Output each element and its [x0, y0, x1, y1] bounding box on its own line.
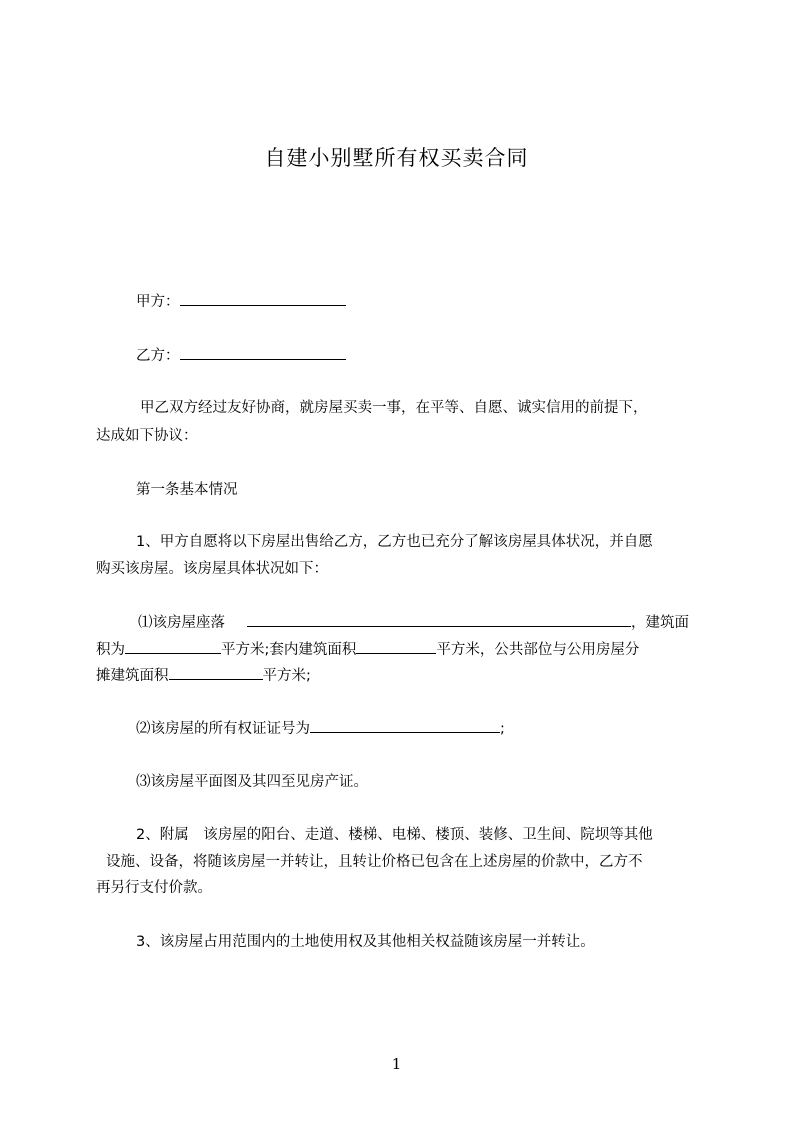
intro-line-1: 甲乙双方经过友好协商，就房屋买卖一事，在平等、自愿、诚实信用的前提下，	[140, 400, 648, 416]
building-area-blank[interactable]	[125, 639, 221, 654]
clause-1-line-1: 1、甲方自愿将以下房屋出售给乙方，乙方也已充分了解该房屋具体状况，并自愿	[136, 534, 653, 550]
inner-area-blank[interactable]	[356, 639, 436, 654]
article-1-heading: 第一条基本情况	[136, 482, 238, 498]
page-number: 1	[391, 1055, 402, 1073]
shared-area-blank[interactable]	[169, 665, 263, 680]
item-1-shared-area-unit: 平方米;	[262, 668, 311, 684]
item-1-shared-area-label: 摊建筑面积	[96, 668, 169, 684]
item-2-suffix: ;	[500, 721, 505, 737]
party-a-line	[136, 291, 346, 312]
clause-2-line-1: 2、附属 该房屋的阳台、走道、楼梯、电梯、楼顶、装修、卫生间、院坝等其他	[136, 827, 653, 843]
party-b-label: 乙方：	[136, 348, 180, 364]
clause-2-line-2: 设施、设备，将随该房屋一并转让，且转让价格已包含在上述房屋的价款中，乙方不	[106, 854, 643, 870]
item-1-shared-label: 平方米，公共部位与公用房屋分	[436, 642, 640, 658]
item-1-suffix: ，建筑面	[631, 615, 689, 631]
item-1-label: ⑴该房屋座落	[138, 615, 225, 631]
item-1-line-1	[138, 612, 689, 633]
party-b-line	[136, 345, 346, 366]
item-3-line: ⑶该房屋平面图及其四至见房产证。	[136, 774, 368, 790]
clause-2-line-3: 再另行支付价款。	[96, 880, 212, 896]
item-1-line-2	[96, 639, 639, 660]
item-1-line-3	[96, 665, 311, 686]
house-location-blank[interactable]	[247, 612, 631, 627]
document-title: 自建小别墅所有权买卖合同	[264, 146, 529, 170]
clause-3-line: 3、该房屋占用范围内的土地使用权及其他相关权益随该房屋一并转让。	[136, 934, 595, 950]
item-1-area-label: 积为	[96, 642, 125, 658]
item-2-line	[136, 718, 505, 739]
certificate-number-blank[interactable]	[310, 718, 500, 733]
party-a-label: 甲方：	[136, 294, 180, 310]
item-1-inner-area-label: 平方米;套内建筑面积	[221, 642, 357, 658]
clause-1-line-2: 购买该房屋。该房屋具体状况如下：	[96, 561, 328, 577]
party-a-blank[interactable]	[180, 291, 346, 306]
party-b-blank[interactable]	[180, 345, 346, 360]
intro-line-2: 达成如下协议：	[96, 428, 198, 444]
item-2-label: ⑵该房屋的所有权证证号为	[136, 721, 310, 737]
